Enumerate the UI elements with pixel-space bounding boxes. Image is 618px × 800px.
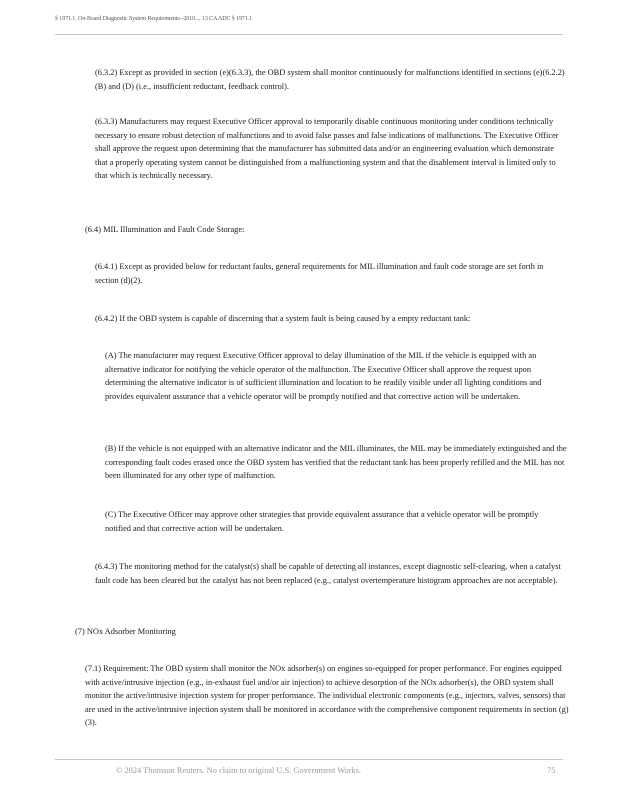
paragraph-7-1: (7.1) Requirement: The OBD system shall monitor the NOx adsorber(s) on engines so-equipped for proper performance. For engines equipped with active/intrusive injection (e.g., in-exhaust fuel and/or air injection) to achieve desorption of the NOx adsorber(s), the OBD system shall monitor the active/intrusive injection system for proper performance. The individual electronic components (e.g., injectors, valves, sensors) that are used in the active/intrusive injection system shall be monitored in accordance with the comprehensive component requirements in section (g)(3). [85, 664, 569, 728]
paragraph-6-4-1: (6.4.1) Except as provided below for reductant faults, general requirements for MIL illumination and fault code storage are set forth in section (d)(2). [95, 262, 544, 285]
paragraph-6-4-2-a: (A) The manufacturer may request Executive Officer approval to delay illumination of the MIL if the vehicle is equipped with an alternative indicator for notifying the vehicle operator of the malfunction. The Executive Officer shall approve the request upon determining the alternative indicator is of sufficient illumination and location to be readily visible under all lighting conditions and provides equivalent assurance that a vehicle operator will be promptly notified and that corrective action will be undertaken. [105, 351, 542, 401]
paragraph-6-3-2: (6.3.2) Except as provided in section (e)(6.3.3), the OBD system shall monitor continuously for malfunctions identified in sections (e)(6.2.2)(B) and (D) (i.e., insufficient reductant, feedback control). [95, 68, 565, 91]
paragraph-6-4-2: (6.4.2) If the OBD system is capable of discerning that a system fault is being caused by a empty reductant tank: [95, 314, 471, 323]
page-number: 75 [547, 766, 556, 775]
paragraph-6-4-2-c: (C) The Executive Officer may approve other strategies that provide equivalent assurance that a vehicle operator will be promptly notified and that corrective action will be undertaken. [105, 510, 539, 533]
paragraph-6-4-3: (6.4.3) The monitoring method for the catalyst(s) shall be capable of detecting all instances, except diagnostic self-clearing, when a catalyst fault code has been cleared but the catalyst has not been replaced (e.g., catalyst overtemperature histogram approaches are not acceptable). [95, 562, 561, 585]
section-heading-7: (7) NOx Adsorber Monitoring [75, 627, 176, 636]
footer-copyright: © 2024 Thomson Reuters. No claim to original U.S. Government Works. [116, 766, 361, 775]
header-divider [55, 34, 563, 35]
running-header: § 1971.1. On-Board Diagnostic System Requirements--2010..., 13 CA ADC § 1971.1 [55, 16, 253, 22]
paragraph-6-4-2-b: (B) If the vehicle is not equipped with an alternative indicator and the MIL illuminates, the MIL may be immediately extinguished and the corresponding fault codes erased once the OBD system has verified that the reductant tank has been properly refilled and the MIL has not been illuminated for any other type of malfunction. [105, 444, 567, 481]
footer-divider [55, 759, 563, 760]
section-heading-6-4: (6.4) MIL Illumination and Fault Code Storage: [85, 225, 245, 234]
paragraph-6-3-3: (6.3.3) Manufacturers may request Executive Officer approval to temporarily disable continuous monitoring under conditions technically necessary to ensure robust detection of malfunctions and to avoid false passes and false indications of malfunctions. The Executive Officer shall approve the request upon determining that the manufacturer has submitted data and/or an engineering evaluation which demonstrate that a properly operating system cannot be distinguished from a malfunctioning system and that the disablement interval is limited only to that which is technically necessary. [95, 117, 559, 181]
